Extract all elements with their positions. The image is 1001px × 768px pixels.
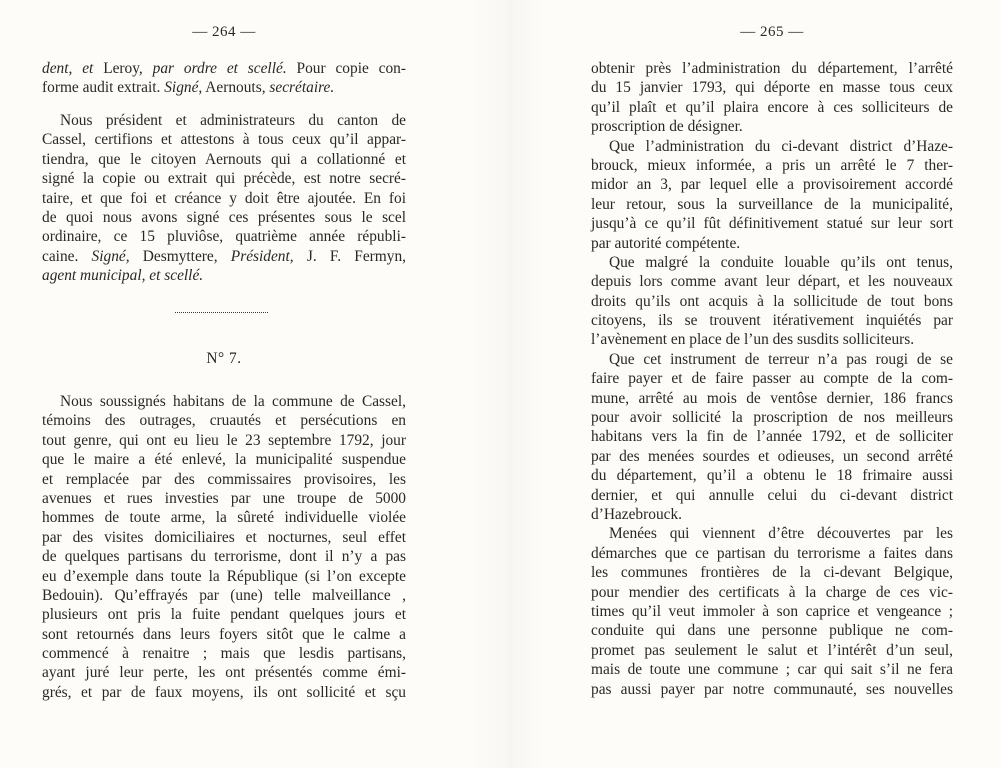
text-line: sont retournés dans leurs foyers sitôt que le calme a	[42, 625, 406, 643]
text-line: dent, et Leroy, par ordre et scellé. Pour copie con-	[42, 60, 407, 77]
text-line: plusieurs ont pris la fuite pendant quelques jours et	[42, 606, 406, 624]
page-number-left: — 264 —	[192, 24, 256, 40]
text-line: promet pas seulement le salut et l’intérêt d’un seul,	[591, 641, 953, 659]
text-line: par des menées sourdes et odieuses, un second arrêté	[591, 447, 953, 465]
text-line: Cassel, certifions et attestons à tous ceux qu’il appar-	[42, 131, 406, 149]
text-line: démarches que ce partisan du terrorisme a faites dans	[591, 544, 953, 562]
text-line: qu’il plaît et qu’il plaira encore à ces solliciteurs de	[591, 98, 953, 116]
right-page	[591, 0, 953, 768]
text-line: depuis lors comme avant leur départ, et les nouveaux	[591, 273, 953, 291]
text-line: tout genre, qui ont eu lieu le 23 septembre 1792, jour	[42, 431, 406, 449]
text-line: conduite qui dans une personne publique ne com-	[591, 622, 953, 640]
text-line: mune, arrêté au mois de ventôse dernier, 186 francs	[591, 389, 953, 407]
text-line: habitans vers la fin de l’année 1792, et de solliciter	[591, 428, 953, 446]
text-line: ayant juré leur perte, les ont présentés comme émi-	[42, 664, 406, 682]
text-line: avenues et rues investies par une troupe de 5000	[42, 489, 406, 507]
text-line: caine. Signé, Desmyttere, Président, J. F. Fermyn,	[42, 247, 407, 265]
section-divider	[175, 312, 268, 313]
right-page-text	[591, 59, 953, 699]
text-line: grés, et par de faux moyens, ils ont sollicité et sçu	[42, 683, 406, 701]
text-line: Que malgré la conduite louable qu’ils ont tenus,	[609, 253, 953, 271]
section-number: N° 7.	[206, 350, 242, 367]
text-line: les communes frontières de la ci-devant Belgique,	[591, 564, 953, 582]
text-line: signé la copie ou extrait qui précède, est notre secré-	[42, 170, 406, 188]
text-line: leur retour, sous la surveillance de la municipalité,	[591, 195, 953, 213]
text-line: proscription de désigner.	[591, 118, 743, 136]
text-line: obtenir près l’administration du département, l’arrêté	[591, 60, 953, 77]
text-line: Que l’administration du ci-devant district d’Haze-	[609, 137, 953, 155]
text-line: l’avènement en place de l’un des susdits solliciteurs.	[591, 331, 915, 349]
text-line: midor an 3, par lequel elle a provisoirement accordé	[591, 176, 953, 194]
text-line: de quoi nous avons signé ces présentes sous le scel	[42, 208, 406, 226]
text-line: ordinaire, ce 15 pluviôse, quatrième année républi-	[42, 228, 406, 246]
book-gutter	[470, 0, 550, 768]
text-line: pour avoir sollicité la proscription de nos meilleurs	[591, 409, 953, 427]
text-line: que le maire a été enlevé, la municipalité suspendue	[42, 451, 406, 469]
text-line: brouck, mieux informée, a pris un arrêté le 7 ther-	[591, 156, 953, 174]
text-line: taire, et que foi et créance y doit être ajoutée. En foi	[42, 189, 406, 207]
text-line: de quelques partisans du terrorisme, dont il n’y a pas	[42, 548, 406, 566]
text-line: Nous soussignés habitans de la commune de Cassel,	[60, 393, 406, 410]
text-line: Bedouin). Qu’effrayés par (une) telle malveillance ,	[42, 586, 406, 604]
text-line: droits qu’ils ont acquis à la sollicitude de tout bons	[591, 292, 953, 310]
text-line: et remplacée par des commissaires provisoires, les	[42, 470, 406, 488]
certification-paragraph	[42, 111, 406, 286]
text-line: Menées qui viennent d’être découvertes par les	[609, 525, 953, 543]
testimony-paragraph	[42, 392, 406, 702]
text-line: times qu’il veut immoler à son caprice et vengeance ;	[591, 602, 953, 620]
text-line: pas aussi payer par notre communauté, ses nouvelles	[591, 680, 953, 698]
text-line: pour mendier des certificats à la charge de ces vic-	[591, 583, 953, 601]
text-line: faire payer et de faire passer au compte de la com-	[591, 370, 953, 388]
text-line: hommes de toute arme, la sûreté individuelle violée	[42, 509, 406, 527]
text-line: du département, qu’il a obtenu le 18 frimaire aussi	[591, 467, 953, 485]
text-line: jusqu’à ce qu’il fût définitivement statué sur leur sort	[591, 215, 953, 233]
page-number-right: — 265 —	[740, 24, 804, 40]
text-line: eu d’exemple dans toute la République (si l’on excepte	[42, 567, 406, 585]
text-line: tiendra, que le citoyen Aernouts qui a collationné et	[42, 150, 406, 168]
text-line: forme audit extrait. Signé, Aernouts, secrétaire.	[42, 79, 335, 97]
text-line: par autorité compétente.	[591, 234, 741, 252]
text-line: mais de toute une commune ; car qui sait s’il ne fera	[591, 661, 953, 679]
text-line: d’Hazebrouck.	[591, 505, 683, 523]
text-line: dernier, et qui annulle celui du ci-devant district	[591, 486, 953, 504]
text-line: du 15 janvier 1793, qui déporte en masse tous ceux	[591, 79, 953, 97]
left-page	[42, 0, 406, 768]
text-line: citoyens, ils se trouvent itérativement inquiétés par	[591, 312, 953, 330]
text-line: par des visites domiciliaires et nocturnes, seul effet	[42, 528, 406, 546]
text-line: témoins des outrages, cruautés et persécutions en	[42, 412, 406, 430]
text-line: agent municipal, et scellé.	[42, 267, 204, 285]
text-line: commencé à renaitre ; mais que lesdis partisans,	[42, 645, 406, 663]
text-line: Que cet instrument de terreur n’a pas rougi de se	[609, 350, 953, 368]
text-line: Nous président et administrateurs du canton de	[60, 112, 406, 129]
continuation-paragraph	[42, 59, 406, 98]
